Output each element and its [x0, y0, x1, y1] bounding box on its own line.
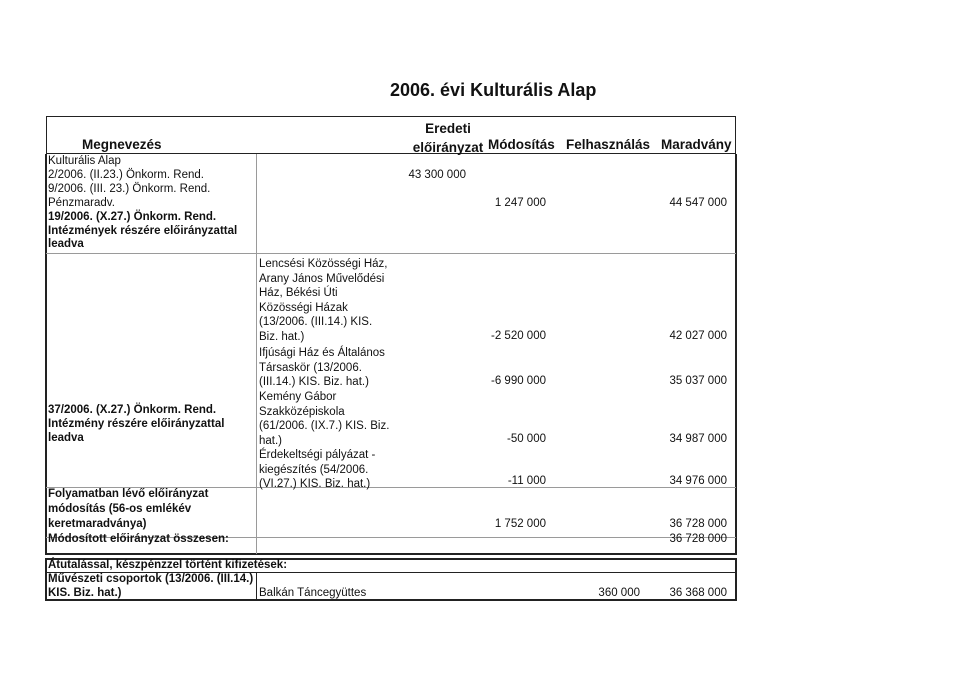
row-19-2006-line3: leadva — [48, 238, 84, 250]
row-19-2006-line1: 19/2006. (X.27.) Önkorm. Rend. — [48, 211, 217, 223]
row-ifjusagi-institution — [259, 346, 385, 390]
inst-line: Társaskör (13/2006. — [259, 361, 362, 374]
row-penzmaradv-maradvany: 44 547 000 — [669, 197, 727, 209]
row-erdekeltsegi-institution — [259, 448, 375, 492]
row-kemeny-maradvany: 34 987 000 — [669, 433, 727, 445]
col-header-eredeti-line2: előirányzat — [412, 140, 484, 155]
inst-line: hat.) — [259, 434, 283, 447]
inst-line: Biz. hat.) — [259, 330, 305, 343]
row-folyamatban-modositas: 1 752 000 — [494, 518, 546, 530]
col-header-megnevezes: Megnevezés — [82, 137, 162, 152]
transfers-header: Átutalással, készpénzzel történt kifizetések: — [48, 559, 288, 571]
inst-line: (III.14.) KIS. Biz. hat.) — [259, 376, 369, 388]
row-folyamatban-line2: módosítás (56-os emlékév — [48, 503, 192, 515]
row-ifjusagi-maradvany: 35 037 000 — [669, 375, 727, 387]
row-2-2006-label: 2/2006. (II.23.) Önkorm. Rend. — [48, 169, 204, 181]
inst-line: (13/2006. (III.14.) KIS. — [259, 316, 373, 328]
inst-line: Szakközépiskola — [259, 405, 345, 418]
row-folyamatban-line3: keretmaradványa) — [48, 518, 147, 530]
transfers-institution: Balkán Táncegyüttes — [259, 587, 367, 599]
row-lencsesi-institution — [259, 257, 387, 344]
inst-line: (61/2006. (IX.7.) KIS. Biz. — [259, 420, 390, 432]
col-header-eredeti — [393, 119, 503, 157]
transfers-col-divider — [256, 572, 257, 600]
inst-line: Ifjúsági Ház és Általános — [259, 347, 385, 359]
row-osszesen-label: Módosított előirányzat összesen: — [48, 533, 229, 545]
row-19-2006-line2: Intézmények részére előirányzattal — [48, 224, 238, 237]
col-header-felhasznalas: Felhasználás — [566, 137, 651, 152]
transfers-maradvany: 36 368 000 — [669, 587, 727, 599]
col-header-eredeti-line1: Eredeti — [425, 121, 471, 136]
row-divider — [46, 253, 736, 254]
page-title: 2006. évi Kulturális Alap — [390, 80, 597, 100]
row-penzmaradv-modositas: 1 247 000 — [494, 197, 546, 209]
transfers-label — [48, 573, 253, 600]
row-osszesen-maradvany: 36 728 000 — [669, 533, 727, 545]
table-left-border — [45, 154, 47, 554]
row-37-2006-line1: 37/2006. (X.27.) Önkorm. Rend. — [48, 404, 217, 416]
inst-line: Közösségi Házak — [259, 301, 348, 314]
col-header-modositas: Módosítás — [488, 137, 555, 152]
row-19-2006-label — [48, 211, 237, 252]
row-erdekeltsegi-maradvany: 34 976 000 — [669, 475, 727, 487]
row-ifjusagi-modositas: -6 990 000 — [491, 375, 546, 387]
row-lencsesi-modositas: -2 520 000 — [491, 330, 546, 342]
col-divider — [256, 154, 257, 554]
row-lencsesi-maradvany: 42 027 000 — [669, 330, 727, 342]
row-erdekeltsegi-modositas: -11 000 — [507, 475, 546, 487]
transfers-left-border — [45, 558, 47, 600]
row-37-2006-line3: leadva — [48, 432, 84, 444]
inst-line: Arany János Művelődési — [259, 272, 385, 285]
row-37-2006-line2: Intézmény részére előirányzattal — [48, 418, 225, 430]
inst-line: Kemény Gábor — [259, 391, 337, 403]
inst-line: kiegészítés (54/2006. — [259, 463, 369, 476]
row-9-2006-label: 9/2006. (III. 23.) Önkorm. Rend. — [48, 183, 211, 195]
row-kemeny-modositas: -50 000 — [506, 433, 546, 445]
inst-line: (VI.27.) KIS. Biz. hat.) — [259, 478, 371, 490]
row-37-2006-label — [48, 403, 224, 445]
transfers-label-line1: Művészeti csoportok (13/2006. (III.14.) — [48, 573, 254, 585]
table-right-border — [735, 154, 737, 554]
row-folyamatban-maradvany: 36 728 000 — [669, 518, 727, 530]
row-kulturalis-alap: Kulturális Alap — [48, 155, 121, 167]
row-penzmaradv-label: Pénzmaradv. — [48, 197, 115, 209]
row-folyamatban-line1: Folyamatban lévő előirányzat — [48, 488, 209, 500]
col-header-maradvany: Maradvány — [661, 137, 732, 152]
transfers-label-line2: KIS. Biz. hat.) — [48, 586, 122, 599]
inst-line: Lencsési Közösségi Ház, — [259, 258, 388, 270]
transfers-right-border — [735, 558, 737, 600]
row-folyamatban-label — [48, 487, 208, 532]
row-kemeny-institution — [259, 390, 389, 448]
row-2-2006-eredeti: 43 300 000 — [408, 169, 466, 181]
inst-line: Érdekeltségi pályázat - — [259, 449, 376, 461]
table-bottom-border — [45, 553, 737, 555]
inst-line: Ház, Békési Úti — [259, 287, 338, 299]
transfers-felhasznalas: 360 000 — [598, 587, 640, 599]
